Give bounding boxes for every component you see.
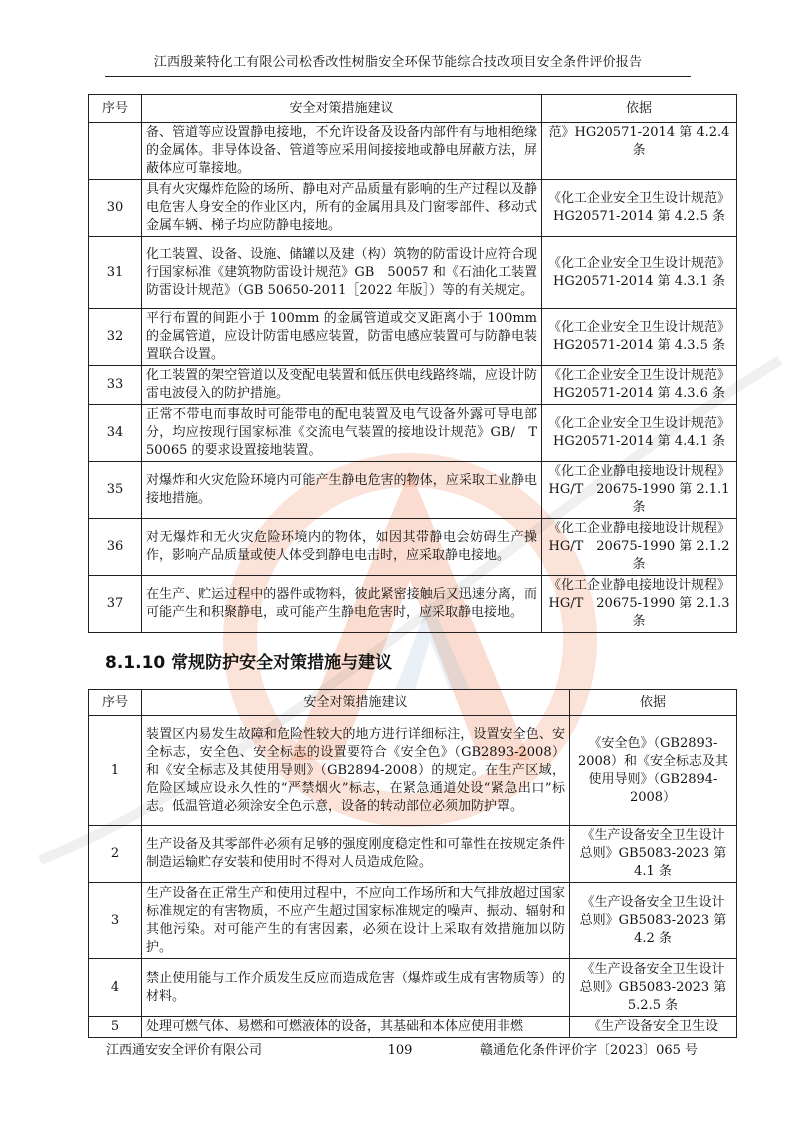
row-measure: 正常不带电而事故时可能带电的配电装置及电气设备外露可导电部分，均应按现行国家标准《交流电气装置的接地设计规范》GB/ T 50065 的要求设置接地装置。 [142,405,542,462]
row-basis: 《化工企业安全卫生设计规范》HG20571-2014 第 4.2.5 条 [542,180,737,237]
table-row [89,180,737,237]
table-row [89,366,737,405]
table-row [89,309,737,366]
table-row [89,123,737,180]
row-measure: 对无爆炸和无火灾危险环境内的物体，如因其带静电会妨碍生产操作，影响产品质量或使人体受到静电电击时，应采取静电接地。 [142,519,542,576]
row-number: 34 [89,405,142,462]
row-basis: 《生产设备安全卫生设 [570,1017,737,1038]
row-measure: 具有火灾爆炸危险的场所、静电对产品质量有影响的生产过程以及静电危害人身安全的作业区内，所有的金属用具及门窗零部件、移动式金属车辆、梯子均应防静电接地。 [142,180,542,237]
table-row [89,237,737,309]
row-basis: 《化工企业安全卫生设计规范》HG20571-2014 第 4.4.1 条 [542,405,737,462]
section-heading: 8.1.10 常规防护安全对策措施与建议 [105,653,393,673]
row-basis: 《生产设备安全卫生设计总则》GB5083-2023 第 4.1 条 [570,826,737,883]
table-header-row [89,690,737,716]
table-row [89,959,737,1017]
row-measure: 平行布置的间距小于 100mm 的金属管道或交叉距离小于 100mm 的金属管道，应设计防雷电感应装置，防雷电感应装置可与防静电装置联合设置。 [142,309,542,366]
row-basis: 范》HG20571-2014 第 4.2.4 条 [542,123,737,180]
row-measure: 在生产、贮运过程中的器件或物料，彼此紧密接触后又迅速分离，而可能产生和积聚静电，或可能产生静电危害时，应采取静电接地。 [142,576,542,633]
table-row [89,576,737,633]
row-number: 36 [89,519,142,576]
row-measure: 生产设备在正常生产和使用过程中，不应向工作场所和大气排放超过国家标准规定的有害物质，不应产生超过国家标准规定的噪声、振动、辐射和其他污染。对可能产生的有害因素，必须在设计上采取有效措施加以防护。 [142,883,570,959]
row-number: 37 [89,576,142,633]
row-number: 31 [89,237,142,309]
row-number: 32 [89,309,142,366]
footer-company: 江西通安安全评价有限公司 [106,1043,263,1058]
row-number: 4 [89,959,142,1017]
safety-measures-table-1 [88,94,737,633]
row-number: 2 [89,826,142,883]
row-number: 5 [89,1017,142,1038]
col-header-no: 序号 [89,690,142,716]
table-row [89,405,737,462]
document-number: 赣通危化条件评价字〔2023〕065 号 [480,1043,699,1058]
col-header-basis: 依据 [570,690,737,716]
row-measure: 禁止使用能与工作介质发生反应而造成危害（爆炸或生成有害物质等）的材料。 [142,959,570,1017]
row-number: 30 [89,180,142,237]
row-basis: 《化工企业静电接地设计规程》HG/T 20675-1990 第 2.1.3 条 [542,576,737,633]
row-number: 35 [89,462,142,519]
row-number: 3 [89,883,142,959]
col-header-no: 序号 [89,95,142,123]
row-measure: 化工装置、设备、设施、储罐以及建（构）筑物的防雷设计应符合现行国家标准《建筑物防雷设计规范》GB 50057 和《石油化工装置防雷设计规范》（GB 50650-2011［2022 年版］）等的有关规定。 [142,237,542,309]
col-header-measure: 安全对策措施建议 [142,690,570,716]
table-row [89,519,737,576]
row-basis: 《化工企业静电接地设计规程》HG/T 20675-1990 第 2.1.2 条 [542,519,737,576]
table-row [89,1017,737,1038]
row-number [89,123,142,180]
row-measure: 备、管道等应设置静电接地，不允许设备及设备内部件有与地相绝缘的金属体。非导体设备、管道等应采用间接接地或静电屏蔽方法，屏蔽体应可靠接地。 [142,123,542,180]
col-header-basis: 依据 [542,95,737,123]
table-row [89,716,737,826]
page-header: 江西殷莱特化工有限公司松香改性树脂安全环保节能综合技改项目安全条件评价报告 [153,55,643,70]
row-basis: 《化工企业静电接地设计规程》HG/T 20675-1990 第 2.1.1 条 [542,462,737,519]
page-number: 109 [387,1043,413,1058]
header-divider [105,76,691,77]
row-measure: 生产设备及其零部件必须有足够的强度刚度稳定性和可靠性在按规定条件制造运输贮存安装和使用时不得对人员造成危险。 [142,826,570,883]
row-measure: 处理可燃气体、易燃和可燃液体的设备，其基础和本体应使用非燃 [142,1017,570,1038]
row-number: 1 [89,716,142,826]
row-basis: 《安全色》（GB2893-2008）和《安全标志及其使用导则》（GB2894-2008） [570,716,737,826]
col-header-measure: 安全对策措施建议 [142,95,542,123]
row-basis: 《化工企业安全卫生设计规范》HG20571-2014 第 4.3.5 条 [542,309,737,366]
table-row [89,462,737,519]
table-header-row [89,95,737,123]
row-basis: 《化工企业安全卫生设计规范》HG20571-2014 第 4.3.1 条 [542,237,737,309]
row-basis: 《生产设备安全卫生设计总则》GB5083-2023 第 4.2 条 [570,883,737,959]
row-basis: 《化工企业安全卫生设计规范》HG20571-2014 第 4.3.6 条 [542,366,737,405]
table-row [89,883,737,959]
table-row [89,826,737,883]
row-number: 33 [89,366,142,405]
row-measure: 化工装置的架空管道以及变配电装置和低压供电线路终端，应设计防雷电波侵入的防护措施。 [142,366,542,405]
safety-measures-table-2 [88,689,737,1038]
row-basis: 《生产设备安全卫生设计总则》GB5083-2023 第 5.2.5 条 [570,959,737,1017]
row-measure: 对爆炸和火灾危险环境内可能产生静电危害的物体，应采取工业静电接地措施。 [142,462,542,519]
row-measure: 装置区内易发生故障和危险性较大的地方进行详细标注，设置安全色、安全标志，安全色、安全标志的设置要符合《安全色》（GB2893-2008）和《安全标志及其使用导则》（GB2894-2008）的规定。在生产区域，危险区域应设永久性的“严禁烟火”标志，在紧急通道处设“紧急出口”标志。低温管道必须涂安全色示意，设备的转动部位必须加防护罩。 [142,716,570,826]
